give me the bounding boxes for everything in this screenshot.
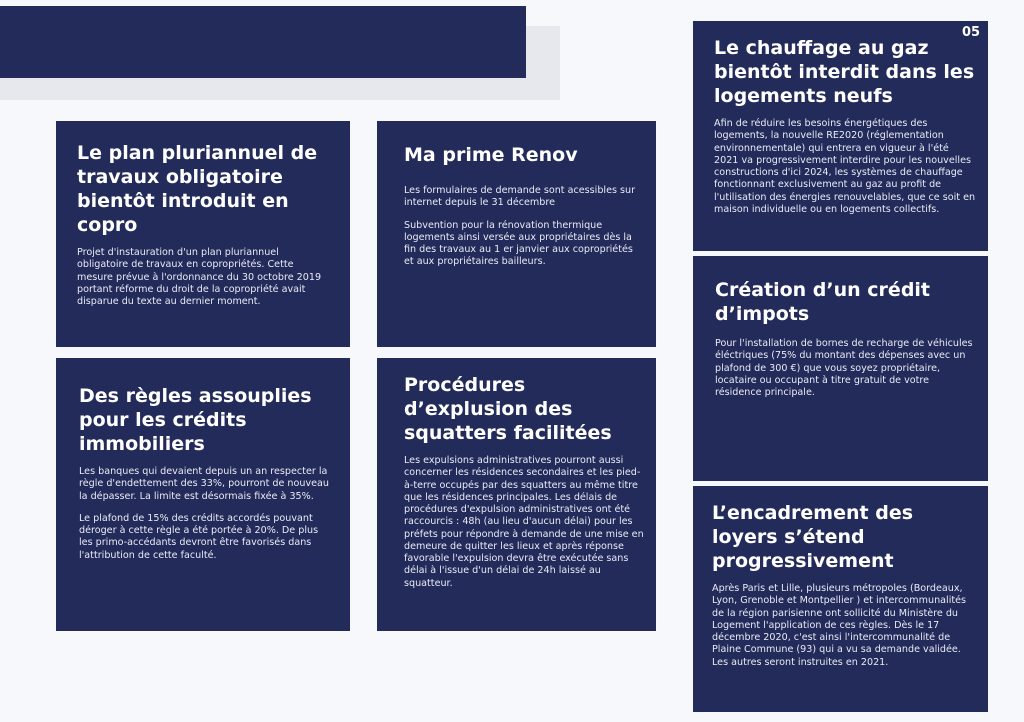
card-title: Le chauffage au gaz bientôt interdit dans les logements neufs [714, 37, 975, 107]
card-chauffage-gaz [693, 21, 988, 251]
card-encadrement-loyers [693, 486, 988, 712]
card-credits-immobiliers [56, 358, 350, 631]
card-title: Création d’un crédit d’impots [715, 279, 931, 325]
card-text: Les expulsions administratives pourront aussi concerner les résidences secondaires et les pied-à-terre occupés par des squatters au même titre que les résidences principales. Les délais de procédures d'expulsion administratives ont été raccourcis : 48h (au lieu d'aucun délai) pour les préfets pour répondre à demande de une mise en demeure de quitter les lieux et après réponse favorable l'expulsion devra être exécutée sans délai à l'issue d'un délai de 24h laissé au squatteur. [404, 455, 644, 589]
card-text: Pour l'installation de bornes de recharge de véhicules éléctriques (75% du montant des dépenses avec un plafond de 300 €) que vous soyez propriétaire, locataire ou occupant à titre gratuit de votre résidence principale. [715, 338, 973, 399]
card-credit-impots [693, 256, 988, 481]
card-title: Procédures d’explusion des squatters facilitées [404, 374, 612, 444]
card-text: Subvention pour la rénovation thermique logements ainsi versée aux propriétaires dès la fin des travaux au 1 er janvier aux copropriétés et aux propriétaires bailleurs. [404, 219, 633, 268]
card-text: Le plafond de 15% des crédits accordés pouvant déroger à cette règle a été portée à 20%. De plus les primo-accédants devront être favorisés dans l'attribution de cette faculté. [79, 512, 319, 561]
card-title: L’encadrement des loyers s’étend progressivement [712, 502, 914, 572]
card-text: Les formulaires de demande sont acessibles sur internet depuis le 31 décembre [404, 185, 636, 209]
card-title: Des règles assouplies pour les crédits immobiliers [79, 385, 312, 455]
card-text: Afin de réduire les besoins énergétiques des logements, la nouvelle RE2020 (réglementation environnementale) qui entrera en vigueur à l'été 2021 va progressivement interdire pour les nouvelles constructions d'ici 2024, les systèmes de chauffage fonctionnant exclusivement au gaz au profit de l'utilisation des énergies renouvelables, que ce soit en maison individuelle ou en logements collectifs. [714, 118, 976, 215]
page-number: 05 [962, 25, 981, 40]
card-ma-prime-renov [377, 121, 656, 347]
card-text: Après Paris et Lille, plusieurs métropoles (Bordeaux, Lyon, Grenoble et Montpellier ) et intercommunalités de la région parisienne ont sollicité du Ministère du Logement l'application de ces règles. Dès le 17 décembre 2020, c'est ainsi l'intercommunalité de Plaine Commune (93) qui a vu sa demande validée. Les autres seront instruites en 2021. [712, 583, 967, 668]
card-text: Les banques qui devaient depuis un an respecter la règle d'endettement des 33%, pourront de nouveau la dépasser. La limite est désormais fixée à 35%. [79, 466, 329, 502]
card-text: Projet d'instauration d'un plan pluriannuel obligatoire de travaux en copropriétés. Cette mesure prévue à l'ordonnance du 30 octobre 2019 portant réforme du droit de la copropriété avait disparue du texte au dernier moment. [77, 247, 322, 308]
card-title: Le plan pluriannuel de travaux obligatoire bientôt introduit en copro [77, 142, 318, 236]
header-banner [0, 6, 526, 78]
card-plan-pluriannuel [56, 121, 350, 347]
card-title: Ma prime Renov [404, 144, 578, 166]
card-expulsion-squatters [377, 358, 656, 631]
